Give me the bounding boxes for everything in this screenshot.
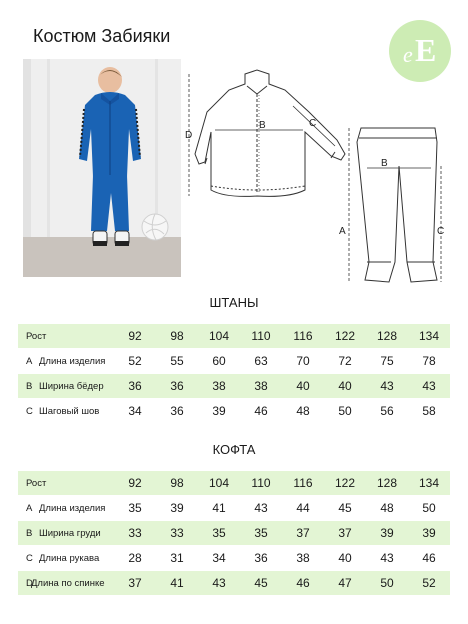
size-cell: 104 xyxy=(198,324,240,349)
value-cell: 36 xyxy=(240,546,282,571)
row-label-text: Ширина бёдер xyxy=(39,380,104,392)
size-cell: 104 xyxy=(198,471,240,496)
value-cell: 78 xyxy=(408,349,450,374)
value-cell: 36 xyxy=(156,374,198,399)
row-label xyxy=(18,571,114,596)
value-cell: 41 xyxy=(198,496,240,521)
value-cell: 45 xyxy=(324,496,366,521)
value-cell: 60 xyxy=(198,349,240,374)
row-label xyxy=(18,496,114,521)
value-cell: 45 xyxy=(240,571,282,596)
page-title: Костюм Забияки xyxy=(33,26,171,46)
value-cell: 55 xyxy=(156,349,198,374)
size-cell: 128 xyxy=(366,471,408,496)
value-cell: 72 xyxy=(324,349,366,374)
size-cell: 134 xyxy=(408,471,450,496)
table-header-row xyxy=(18,471,450,496)
table-row xyxy=(18,571,450,596)
value-cell: 75 xyxy=(366,349,408,374)
jacket-label-b: B xyxy=(259,120,266,131)
size-cell: 134 xyxy=(408,324,450,349)
table-row xyxy=(18,496,450,521)
value-cell: 37 xyxy=(282,521,324,546)
value-cell: 36 xyxy=(114,374,156,399)
row-code: C xyxy=(26,405,33,417)
row-code: B xyxy=(26,380,33,392)
size-cell: 92 xyxy=(114,324,156,349)
value-cell: 46 xyxy=(282,571,324,596)
size-cell: 122 xyxy=(324,324,366,349)
value-cell: 33 xyxy=(156,521,198,546)
jacket-label-c: C xyxy=(309,118,317,129)
value-cell: 58 xyxy=(408,399,450,424)
value-cell: 38 xyxy=(282,546,324,571)
value-cell: 43 xyxy=(198,571,240,596)
value-cell: 28 xyxy=(114,546,156,571)
value-cell: 43 xyxy=(366,546,408,571)
value-cell: 40 xyxy=(324,546,366,571)
table-row xyxy=(18,546,450,571)
value-cell: 52 xyxy=(408,571,450,596)
table-row xyxy=(18,374,450,399)
row-label-text: Длина по спинке xyxy=(31,577,105,589)
row-label-text: Шаговый шов xyxy=(39,405,100,417)
value-cell: 43 xyxy=(408,374,450,399)
value-cell: 43 xyxy=(366,374,408,399)
value-cell: 31 xyxy=(156,546,198,571)
product-photo xyxy=(23,59,181,277)
value-cell: 37 xyxy=(324,521,366,546)
pants-label-b: B xyxy=(381,158,388,169)
size-diagram xyxy=(185,62,453,294)
value-cell: 36 xyxy=(156,399,198,424)
value-cell: 43 xyxy=(240,496,282,521)
size-cell: 92 xyxy=(114,471,156,496)
value-cell: 39 xyxy=(408,521,450,546)
value-cell: 39 xyxy=(156,496,198,521)
row-code: A xyxy=(26,355,33,367)
row-label xyxy=(18,546,114,571)
value-cell: 44 xyxy=(282,496,324,521)
size-cell: 98 xyxy=(156,471,198,496)
row-label xyxy=(18,399,114,424)
row-label-text: Длина изделия xyxy=(39,355,106,367)
header-label: Рост xyxy=(18,324,114,349)
jacket-table-title: КОФТА xyxy=(212,442,256,457)
size-cell: 128 xyxy=(366,324,408,349)
value-cell: 46 xyxy=(408,546,450,571)
row-code: D xyxy=(26,577,33,589)
size-cell: 110 xyxy=(240,324,282,349)
table-row xyxy=(18,399,450,424)
row-label xyxy=(18,349,114,374)
value-cell: 40 xyxy=(324,374,366,399)
value-cell: 63 xyxy=(240,349,282,374)
logo-letter-large: E xyxy=(415,32,437,68)
value-cell: 48 xyxy=(282,399,324,424)
value-cell: 35 xyxy=(198,521,240,546)
table-header-row xyxy=(18,324,450,349)
jacket-size-table xyxy=(18,470,450,596)
row-label-text: Длина рукава xyxy=(39,552,100,564)
value-cell: 38 xyxy=(198,374,240,399)
row-code: A xyxy=(26,502,33,514)
value-cell: 48 xyxy=(366,496,408,521)
pants-size-table xyxy=(18,323,450,424)
size-cell: 122 xyxy=(324,471,366,496)
table-row xyxy=(18,521,450,546)
size-cell: 98 xyxy=(156,324,198,349)
header-label: Рост xyxy=(18,471,114,496)
value-cell: 39 xyxy=(366,521,408,546)
pants-label-c: C xyxy=(437,226,445,237)
value-cell: 47 xyxy=(324,571,366,596)
row-label-text: Длина изделия xyxy=(39,502,106,514)
child-in-tracksuit-illustration xyxy=(23,59,181,277)
row-code: C xyxy=(26,552,33,564)
value-cell: 52 xyxy=(114,349,156,374)
garment-measurement-diagram xyxy=(185,62,453,294)
value-cell: 70 xyxy=(282,349,324,374)
value-cell: 56 xyxy=(366,399,408,424)
value-cell: 40 xyxy=(282,374,324,399)
value-cell: 34 xyxy=(114,399,156,424)
pants-table-title: ШТАНЫ xyxy=(209,295,259,310)
row-label xyxy=(18,521,114,546)
value-cell: 50 xyxy=(408,496,450,521)
value-cell: 39 xyxy=(198,399,240,424)
row-code: B xyxy=(26,527,33,539)
value-cell: 50 xyxy=(324,399,366,424)
size-cell: 110 xyxy=(240,471,282,496)
value-cell: 33 xyxy=(114,521,156,546)
value-cell: 46 xyxy=(240,399,282,424)
row-label-text: Ширина груди xyxy=(39,527,101,539)
jacket-label-d: D xyxy=(185,130,193,141)
pants-label-a: A xyxy=(339,226,346,237)
size-cell: 116 xyxy=(282,471,324,496)
value-cell: 34 xyxy=(198,546,240,571)
value-cell: 41 xyxy=(156,571,198,596)
value-cell: 37 xyxy=(114,571,156,596)
value-cell: 50 xyxy=(366,571,408,596)
table-row xyxy=(18,349,450,374)
value-cell: 38 xyxy=(240,374,282,399)
row-label xyxy=(18,374,114,399)
value-cell: 35 xyxy=(114,496,156,521)
logo-letter-small: e xyxy=(403,42,413,67)
value-cell: 35 xyxy=(240,521,282,546)
size-cell: 116 xyxy=(282,324,324,349)
